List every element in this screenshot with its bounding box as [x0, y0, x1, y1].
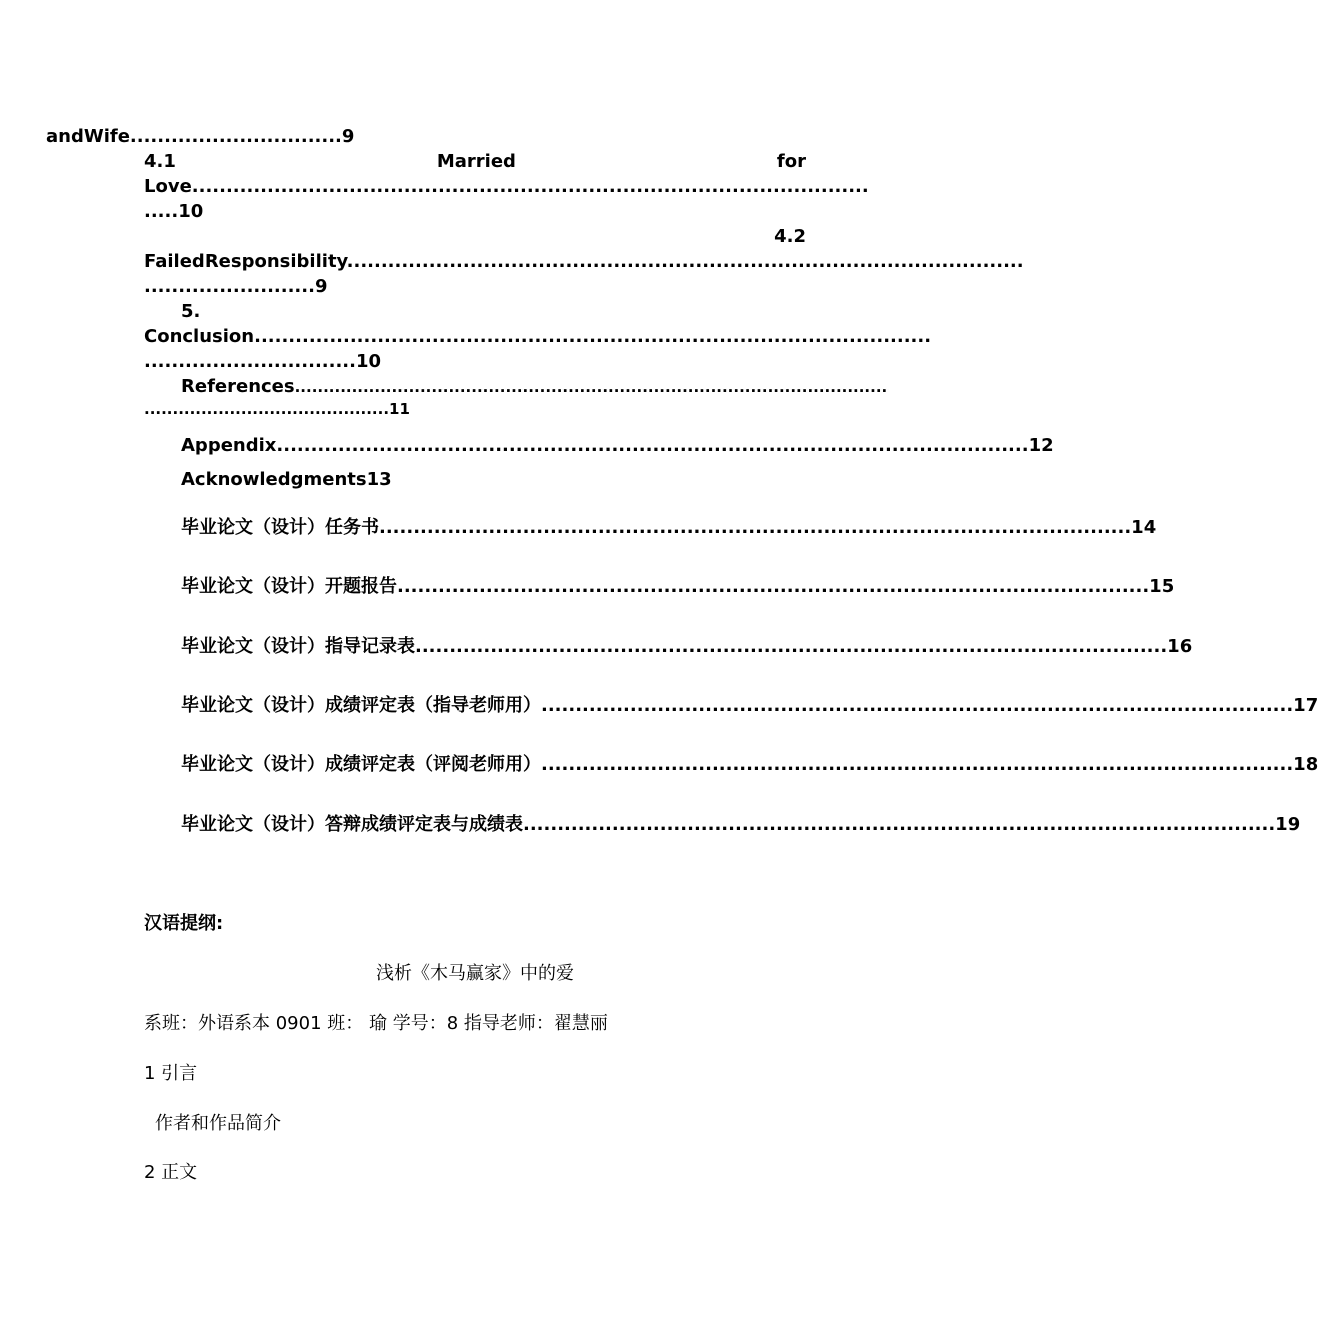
toc-leader: .........................	[144, 276, 315, 297]
toc-entry-task-book	[181, 515, 1157, 540]
student-info: 系班：外语系本 0901 班： 瑜 学号：8 指导老师：翟慧丽	[144, 1013, 608, 1034]
toc-entry-failed-responsibility-line2	[144, 274, 327, 299]
toc-page-number: 14	[1131, 517, 1157, 538]
toc-page-number: 9	[341, 126, 355, 147]
toc-leader: ..............................................................................................................	[276, 435, 1029, 456]
toc-leader: ..............................................................................................................	[397, 576, 1150, 597]
toc-page-number: 11	[389, 400, 410, 418]
outline-section-2: 2 正文	[144, 1162, 198, 1183]
toc-page-number: 17	[1293, 695, 1318, 716]
toc-entry-opening-report	[181, 574, 1175, 599]
toc-entry-text: Conclusion	[144, 326, 255, 347]
toc-leader: ...................................................................................................	[254, 326, 932, 347]
toc-leader: ...................................................................................................	[191, 176, 869, 197]
toc-page-number: 12	[1028, 435, 1054, 456]
toc-entry-defense-grade-sheet	[181, 812, 1301, 837]
toc-leader: ...............................	[129, 126, 342, 147]
toc-page-number: 15	[1149, 576, 1175, 597]
toc-entry-failed-responsibility-line1	[144, 249, 1024, 274]
toc-leader: ..............................................................................................................	[379, 517, 1132, 538]
thesis-title: 浅析《木马赢家》中的爱	[376, 963, 574, 984]
toc-entry-text: 毕业论文（设计）答辩成绩评定表与成绩表	[181, 814, 523, 835]
toc-entry-married-love-line1	[144, 149, 806, 174]
toc-section-number-4-2: 4.2	[774, 226, 806, 247]
toc-entry-references-line2	[144, 400, 410, 418]
toc-leader: ...................................................................................................	[346, 251, 1024, 272]
toc-leader: ..............................................................................................................	[541, 754, 1294, 775]
toc-entry-text: 毕业论文（设计）任务书	[181, 517, 379, 538]
toc-page-number: 16	[1167, 636, 1193, 657]
toc-entry-text: 毕业论文（设计）开题报告	[181, 576, 397, 597]
toc-entry-word: Married	[436, 151, 516, 172]
toc-section-number-5: 5.	[181, 301, 201, 322]
toc-entry-husband-wife	[46, 124, 354, 149]
toc-entry-word: for	[776, 151, 806, 172]
toc-entry-guidance-record	[181, 634, 1193, 659]
toc-entry-married-love-line3	[144, 199, 203, 224]
toc-entry-conclusion-line2	[144, 349, 381, 374]
toc-entry-text: References	[181, 376, 295, 397]
toc-entry-text: 毕业论文（设计）成绩评定表（指导老师用）	[181, 695, 541, 716]
toc-leader: ........................................................................................................	[294, 378, 888, 396]
toc-page-number: 18	[1293, 754, 1318, 775]
toc-leader: .....	[144, 201, 179, 222]
toc-entry-text: Appendix	[181, 435, 277, 456]
toc-entry-grade-sheet-reviewer	[181, 752, 1318, 777]
toc-page-number: 9	[314, 276, 328, 297]
toc-entry-conclusion-line1	[144, 324, 932, 349]
toc-entry-text: andWife	[46, 126, 130, 147]
toc-entry-acknowledgments: Acknowledgments13	[181, 469, 392, 490]
toc-entry-married-love-line2	[144, 174, 869, 199]
toc-leader: ..............................................................................................................	[415, 636, 1168, 657]
toc-entry-text: 毕业论文（设计）指导记录表	[181, 636, 415, 657]
toc-section-number: 4.1	[144, 151, 176, 172]
toc-entry-grade-sheet-advisor	[181, 693, 1318, 718]
toc-entry-word: Love	[144, 176, 192, 197]
toc-entry-text: FailedResponsibility	[144, 251, 347, 272]
outline-section-1-item: 作者和作品简介	[155, 1113, 281, 1134]
toc-leader: ...............................	[144, 351, 356, 372]
toc-page-number: 19	[1275, 814, 1301, 835]
toc-page-number: 10	[178, 201, 204, 222]
toc-leader: ..............................................................................................................	[541, 695, 1294, 716]
outline-heading: 汉语提纲:	[144, 913, 224, 934]
outline-section-1: 1 引言	[144, 1063, 198, 1084]
toc-entry-references-line1	[181, 374, 888, 400]
toc-entry-appendix	[181, 433, 1054, 458]
toc-page-number: 10	[355, 351, 382, 372]
toc-entry-text: 毕业论文（设计）成绩评定表（评阅老师用）	[181, 754, 541, 775]
toc-leader: ...........................................	[144, 400, 390, 418]
toc-leader: ..............................................................................................................	[523, 814, 1276, 835]
